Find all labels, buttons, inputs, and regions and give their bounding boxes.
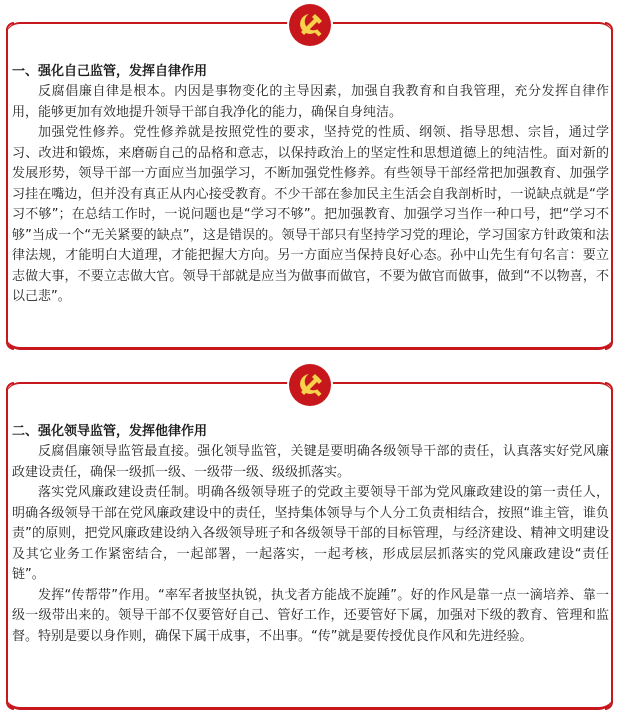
paragraph: 发挥“传帮带”作用。“率军者披坚执锐，执戈者方能战不旋踵”。好的作风是靠一点一滴培养、靠一级一级带出来的。领导干部不仅要管好自己、管好工作，还要管好下属，加强对下级的教育、管理和监督。特别是要以身作则，确保下属干成事，不出事。“传”就是要传授优良作风和先进经验。: [12, 587, 609, 644]
section-content: [12, 422, 609, 647]
paragraph: 落实党风廉政建设责任制。明确各级领导班子的党政主要领导干部为党风廉政建设的第一责任人，明确各级领导干部在党风廉政建设中的责任，坚持集体领导与个人分工负责相结合，按照“谁主管，谁负责”的原则，把党风廉政建设纳入各级领导班子和各级领导干部的目标管理，与经济建设、精神文明建设及其它业务工作紧密结合，一起部署，一起落实，一起考核，形成层层抓落实的党风廉政建设“责任链”。: [12, 485, 609, 582]
section-content: [12, 62, 609, 308]
paragraph: 反腐倡廉自律是根本。内因是事物变化的主导因素，加强自我教育和自我管理，充分发挥自律作用，能够更加有效地提升领导干部自我净化的能力，确保自身纯洁。: [12, 84, 609, 120]
section-title: 一、强化自己监管，发挥自律作用: [12, 64, 208, 79]
party-emblem-icon: [287, 362, 333, 408]
section-title: 二、强化领导监管，发挥他律作用: [12, 424, 208, 439]
section-card-2: [0, 360, 619, 716]
paragraph: 反腐倡廉领导监管最直接。强化领导监管，关键是要明确各级领导干部的责任，认真落实好党风廉政建设责任，确保一级抓一级、一级带一级、级级抓落实。: [12, 444, 609, 480]
section-card-1: [0, 0, 619, 356]
paragraph: 加强党性修养。党性修养就是按照党性的要求，坚持党的性质、纲领、指导思想、宗旨，通过学习、改进和锻炼，来磨砺自己的品格和意志，以保持政治上的坚定性和思想道德上的纯洁性。面对新的发展形势，领导干部一方面应当加强学习，不断加强党性修养。有些领导干部经常把加强教育、加强学习挂在嘴边，但并没有真正从内心接受教育。不少干部在参加民主生活会自我剖析时，一说缺点就是“学习不够”；在总结工作时，一说问题也是“学习不够”。把加强教育、加强学习当作一种口号，把“学习不够”当成一个“无关紧要的缺点”，这是错误的。领导干部只有坚持学习党的理论，学习国家方针政策和法律法规，才能明白大道理，才能把握大方向。另一方面应当保持良好心态。孙中山先生有句名言：要立志做大事，不要立志做大官。领导干部就是应当为做事而做官，不要为做官而做事，做到“不以物喜，不以己悲”。: [12, 125, 609, 304]
party-emblem-icon: [287, 2, 333, 48]
